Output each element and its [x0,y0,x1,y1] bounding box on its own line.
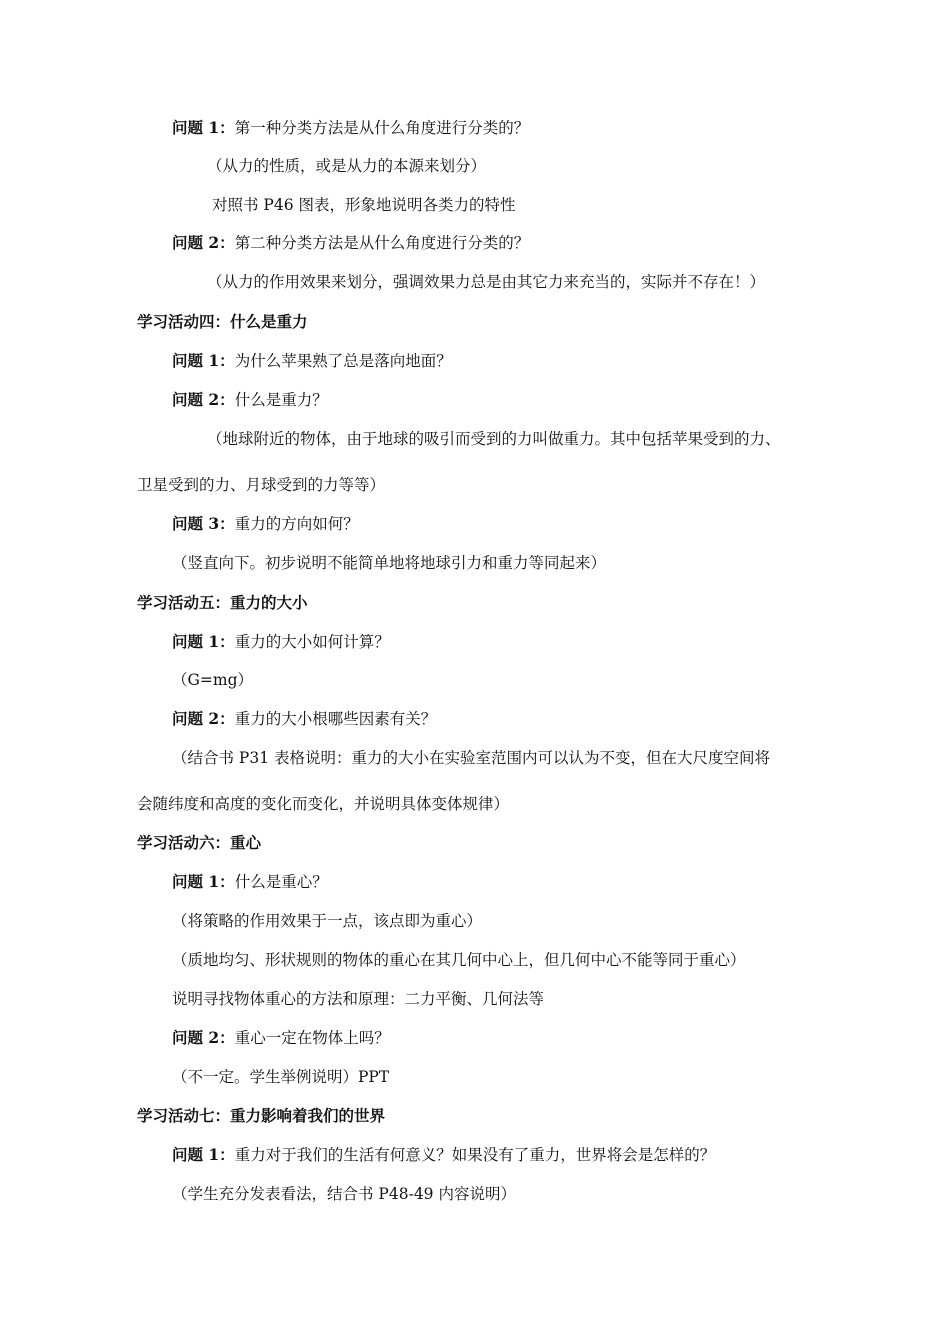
answer-note: （竖直向下。初步说明不能简单地将地球引力和重力等同起来） [172,554,607,572]
question-text: 重力的大小根哪些因素有关？ [234,710,437,728]
question-label: 问题 1： [172,1145,235,1164]
question-line [172,709,436,729]
answer-note: （从力的作用效果来划分，强调效果力总是由其它力来充当的，实际并不存在！） [207,273,766,291]
answer-note: （G=mg） [172,671,253,689]
activity-heading: 学习活动四：什么是重力 [137,312,308,331]
question-line [172,351,452,371]
question-line [172,233,529,253]
question-line [172,390,328,410]
answer-note-continued: 卫星受到的力、月球受到的力等等） [137,476,386,494]
explanation-line: 对照书 P46 图表，形象地说明各类力的特性 [212,196,516,214]
question-text: 重力对于我们的生活有何意义？如果没有了重力，世界将会是怎样的？ [234,1146,716,1164]
question-line [172,1145,715,1165]
answer-note: （结合书 P31 表格说明：重力的大小在实验室范围内可以认为不变，但在大尺度空间将 [172,749,771,767]
answer-note: （从力的性质，或是从力的本源来划分） [207,157,487,175]
question-label: 问题 3： [172,514,235,533]
question-line [172,632,390,652]
question-label: 问题 1： [172,351,235,370]
question-text: 重心一定在物体上吗？ [234,1029,390,1047]
question-text: 为什么苹果熟了总是落向地面？ [234,352,452,370]
question-text: 什么是重力？ [234,391,328,409]
question-line [172,1028,390,1048]
question-label: 问题 2： [172,390,235,409]
question-label: 问题 1： [172,872,235,891]
question-label: 问题 1： [172,118,235,137]
activity-heading: 学习活动五：重力的大小 [137,593,308,612]
activity-heading: 学习活动六：重心 [137,833,262,852]
question-line [172,872,328,892]
question-line [172,118,529,138]
question-line [172,514,359,534]
question-label: 问题 2： [172,709,235,728]
question-text: 第二种分类方法是从什么角度进行分类的？ [234,234,530,252]
answer-note: （将策略的作用效果于一点，该点即为重心） [172,912,483,930]
activity-heading: 学习活动七：重力影响着我们的世界 [137,1106,386,1125]
question-label: 问题 1： [172,632,235,651]
answer-note: （不一定。学生举例说明）PPT [172,1068,390,1086]
explanation-line: 说明寻找物体重心的方法和原理：二力平衡、几何法等 [172,990,545,1008]
answer-note: （地球附近的物体，由于地球的吸引而受到的力叫做重力。其中包括苹果受到的力、 [207,430,781,448]
question-text: 重力的大小如何计算？ [234,633,390,651]
question-label: 问题 2： [172,233,235,252]
question-text: 什么是重心？ [234,873,328,891]
answer-note: （质地均匀、形状规则的物体的重心在其几何中心上，但几何中心不能等同于重心） [172,951,746,969]
answer-note: （学生充分发表看法，结合书 P48-49 内容说明） [172,1185,516,1203]
question-label: 问题 2： [172,1028,235,1047]
answer-note-continued: 会随纬度和高度的变化而变化，并说明具体变体规律） [137,795,510,813]
question-text: 重力的方向如何？ [234,515,359,533]
question-text: 第一种分类方法是从什么角度进行分类的？ [234,119,530,137]
